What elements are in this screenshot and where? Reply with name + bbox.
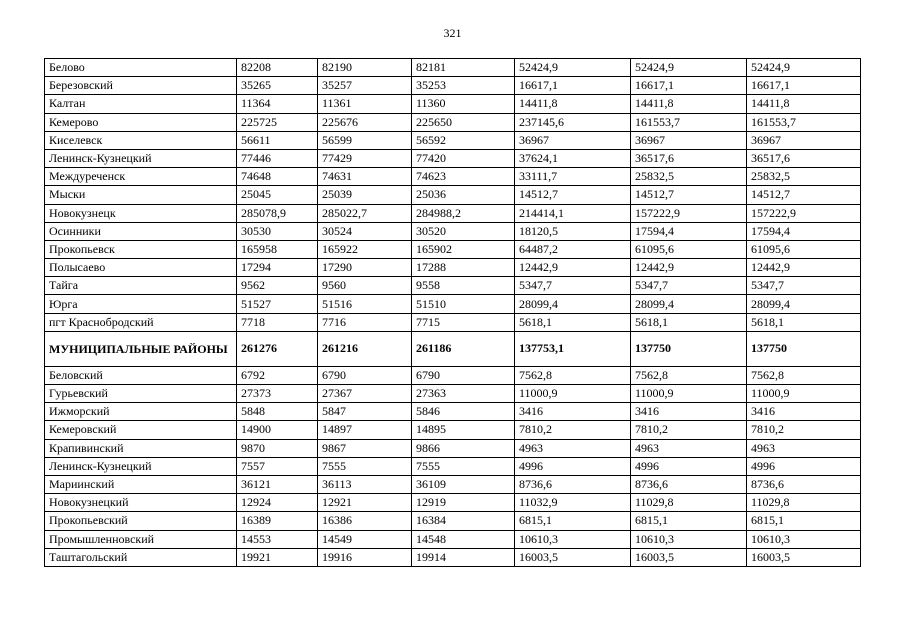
value-cell: 5618,1 <box>747 313 861 331</box>
value-cell: 14411,8 <box>515 95 631 113</box>
table-row <box>45 168 861 186</box>
value-cell: 16384 <box>412 512 515 530</box>
value-cell: 4996 <box>631 457 747 475</box>
value-cell: 16386 <box>318 512 412 530</box>
value-cell: 12921 <box>318 494 412 512</box>
value-cell: 16003,5 <box>515 548 631 566</box>
value-cell: 74648 <box>237 168 318 186</box>
value-cell: 214414,1 <box>515 204 631 222</box>
value-cell: 17288 <box>412 259 515 277</box>
value-cell: 27363 <box>412 385 515 403</box>
value-cell: 4996 <box>515 457 631 475</box>
value-cell: 51527 <box>237 295 318 313</box>
value-cell: 261216 <box>318 331 412 366</box>
value-cell: 7562,8 <box>631 366 747 384</box>
value-cell: 37624,1 <box>515 149 631 167</box>
value-cell: 6792 <box>237 366 318 384</box>
value-cell: 25832,5 <box>631 168 747 186</box>
value-cell: 8736,6 <box>515 475 631 493</box>
row-name-cell: Ленинск-Кузнецкий <box>45 149 237 167</box>
value-cell: 11029,8 <box>631 494 747 512</box>
value-cell: 7718 <box>237 313 318 331</box>
value-cell: 5347,7 <box>747 277 861 295</box>
table-row <box>45 186 861 204</box>
value-cell: 14553 <box>237 530 318 548</box>
value-cell: 36517,6 <box>631 149 747 167</box>
value-cell: 17294 <box>237 259 318 277</box>
value-cell: 10610,3 <box>515 530 631 548</box>
value-cell: 7715 <box>412 313 515 331</box>
table-row <box>45 277 861 295</box>
value-cell: 6815,1 <box>747 512 861 530</box>
value-cell: 3416 <box>747 403 861 421</box>
table-row <box>45 259 861 277</box>
value-cell: 6815,1 <box>515 512 631 530</box>
value-cell: 9866 <box>412 439 515 457</box>
value-cell: 3416 <box>631 403 747 421</box>
row-name-cell: Кемеровский <box>45 421 237 439</box>
value-cell: 225676 <box>318 113 412 131</box>
row-name-cell: Новокузнецк <box>45 204 237 222</box>
value-cell: 6790 <box>412 366 515 384</box>
row-name-cell: Киселевск <box>45 131 237 149</box>
value-cell: 27373 <box>237 385 318 403</box>
table-row <box>45 439 861 457</box>
value-cell: 12442,9 <box>631 259 747 277</box>
value-cell: 30530 <box>237 222 318 240</box>
table-row <box>45 113 861 131</box>
row-name-cell: Березовский <box>45 77 237 95</box>
value-cell: 12924 <box>237 494 318 512</box>
value-cell: 74623 <box>412 168 515 186</box>
value-cell: 17594,4 <box>631 222 747 240</box>
table-row <box>45 494 861 512</box>
value-cell: 165902 <box>412 240 515 258</box>
value-cell: 33111,7 <box>515 168 631 186</box>
table-row <box>45 548 861 566</box>
row-name-cell: Кемерово <box>45 113 237 131</box>
data-table <box>44 58 861 567</box>
value-cell: 7810,2 <box>515 421 631 439</box>
value-cell: 82190 <box>318 59 412 77</box>
table-row <box>45 403 861 421</box>
row-name-cell: Прокопьевск <box>45 240 237 258</box>
value-cell: 11361 <box>318 95 412 113</box>
value-cell: 237145,6 <box>515 113 631 131</box>
row-name-cell: Белово <box>45 59 237 77</box>
value-cell: 77420 <box>412 149 515 167</box>
value-cell: 61095,6 <box>747 240 861 258</box>
value-cell: 14900 <box>237 421 318 439</box>
value-cell: 14897 <box>318 421 412 439</box>
value-cell: 25832,5 <box>747 168 861 186</box>
value-cell: 11000,9 <box>747 385 861 403</box>
value-cell: 285078,9 <box>237 204 318 222</box>
value-cell: 36967 <box>631 131 747 149</box>
value-cell: 6815,1 <box>631 512 747 530</box>
value-cell: 7555 <box>412 457 515 475</box>
value-cell: 19916 <box>318 548 412 566</box>
value-cell: 285022,7 <box>318 204 412 222</box>
group-row <box>45 331 861 366</box>
table-row <box>45 295 861 313</box>
value-cell: 77429 <box>318 149 412 167</box>
value-cell: 14411,8 <box>631 95 747 113</box>
value-cell: 9560 <box>318 277 412 295</box>
value-cell: 4996 <box>747 457 861 475</box>
row-name-cell: Мыски <box>45 186 237 204</box>
table-row <box>45 149 861 167</box>
value-cell: 165958 <box>237 240 318 258</box>
row-name-cell: Гурьевский <box>45 385 237 403</box>
value-cell: 25039 <box>318 186 412 204</box>
value-cell: 161553,7 <box>631 113 747 131</box>
value-cell: 16003,5 <box>747 548 861 566</box>
value-cell: 7562,8 <box>747 366 861 384</box>
row-name-cell: Промышленновский <box>45 530 237 548</box>
value-cell: 17290 <box>318 259 412 277</box>
value-cell: 35257 <box>318 77 412 95</box>
value-cell: 7555 <box>318 457 412 475</box>
row-name-cell: Новокузнецкий <box>45 494 237 512</box>
value-cell: 11000,9 <box>631 385 747 403</box>
value-cell: 284988,2 <box>412 204 515 222</box>
value-cell: 11364 <box>237 95 318 113</box>
value-cell: 5846 <box>412 403 515 421</box>
value-cell: 10610,3 <box>747 530 861 548</box>
value-cell: 157222,9 <box>747 204 861 222</box>
value-cell: 137750 <box>631 331 747 366</box>
value-cell: 5847 <box>318 403 412 421</box>
value-cell: 25045 <box>237 186 318 204</box>
row-name-cell: Мариинский <box>45 475 237 493</box>
value-cell: 8736,6 <box>747 475 861 493</box>
value-cell: 9558 <box>412 277 515 295</box>
value-cell: 12442,9 <box>515 259 631 277</box>
value-cell: 5347,7 <box>515 277 631 295</box>
value-cell: 77446 <box>237 149 318 167</box>
value-cell: 16617,1 <box>747 77 861 95</box>
row-name-cell: МУНИЦИПАЛЬНЫЕ РАЙОНЫ <box>45 331 237 366</box>
table-row <box>45 77 861 95</box>
value-cell: 137750 <box>747 331 861 366</box>
value-cell: 225650 <box>412 113 515 131</box>
value-cell: 36113 <box>318 475 412 493</box>
value-cell: 19921 <box>237 548 318 566</box>
value-cell: 61095,6 <box>631 240 747 258</box>
value-cell: 36121 <box>237 475 318 493</box>
value-cell: 165922 <box>318 240 412 258</box>
value-cell: 30524 <box>318 222 412 240</box>
value-cell: 161553,7 <box>747 113 861 131</box>
value-cell: 4963 <box>631 439 747 457</box>
value-cell: 35265 <box>237 77 318 95</box>
value-cell: 36109 <box>412 475 515 493</box>
table-row <box>45 512 861 530</box>
value-cell: 9870 <box>237 439 318 457</box>
value-cell: 7810,2 <box>631 421 747 439</box>
value-cell: 12919 <box>412 494 515 512</box>
value-cell: 28099,4 <box>747 295 861 313</box>
table-row <box>45 131 861 149</box>
row-name-cell: Ижморский <box>45 403 237 421</box>
value-cell: 28099,4 <box>515 295 631 313</box>
value-cell: 7810,2 <box>747 421 861 439</box>
value-cell: 16003,5 <box>631 548 747 566</box>
table-body <box>45 59 861 567</box>
value-cell: 6790 <box>318 366 412 384</box>
value-cell: 8736,6 <box>631 475 747 493</box>
table-row <box>45 240 861 258</box>
table-row <box>45 457 861 475</box>
value-cell: 9867 <box>318 439 412 457</box>
value-cell: 3416 <box>515 403 631 421</box>
value-cell: 7562,8 <box>515 366 631 384</box>
value-cell: 74631 <box>318 168 412 186</box>
row-name-cell: Крапивинский <box>45 439 237 457</box>
value-cell: 157222,9 <box>631 204 747 222</box>
value-cell: 17594,4 <box>747 222 861 240</box>
value-cell: 56592 <box>412 131 515 149</box>
row-name-cell: Ленинск-Кузнецкий <box>45 457 237 475</box>
row-name-cell: Осинники <box>45 222 237 240</box>
value-cell: 16389 <box>237 512 318 530</box>
table-row <box>45 385 861 403</box>
value-cell: 25036 <box>412 186 515 204</box>
value-cell: 82208 <box>237 59 318 77</box>
value-cell: 5848 <box>237 403 318 421</box>
row-name-cell: Калтан <box>45 95 237 113</box>
table-row <box>45 313 861 331</box>
table-row <box>45 366 861 384</box>
value-cell: 137753,1 <box>515 331 631 366</box>
value-cell: 64487,2 <box>515 240 631 258</box>
row-name-cell: Беловский <box>45 366 237 384</box>
page-number: 321 <box>443 26 462 40</box>
value-cell: 56599 <box>318 131 412 149</box>
value-cell: 18120,5 <box>515 222 631 240</box>
table-row <box>45 530 861 548</box>
value-cell: 261186 <box>412 331 515 366</box>
row-name-cell: Полысаево <box>45 259 237 277</box>
value-cell: 4963 <box>515 439 631 457</box>
table-row <box>45 475 861 493</box>
table-row <box>45 222 861 240</box>
value-cell: 14512,7 <box>747 186 861 204</box>
row-name-cell: Таштагольский <box>45 548 237 566</box>
value-cell: 5347,7 <box>631 277 747 295</box>
value-cell: 12442,9 <box>747 259 861 277</box>
row-name-cell: Прокопьевский <box>45 512 237 530</box>
table-row <box>45 204 861 222</box>
value-cell: 9562 <box>237 277 318 295</box>
value-cell: 82181 <box>412 59 515 77</box>
value-cell: 36967 <box>515 131 631 149</box>
value-cell: 52424,9 <box>747 59 861 77</box>
value-cell: 52424,9 <box>515 59 631 77</box>
row-name-cell: Тайга <box>45 277 237 295</box>
value-cell: 28099,4 <box>631 295 747 313</box>
row-name-cell: пгт Краснобродский <box>45 313 237 331</box>
value-cell: 51510 <box>412 295 515 313</box>
row-name-cell: Междуреченск <box>45 168 237 186</box>
value-cell: 225725 <box>237 113 318 131</box>
value-cell: 14512,7 <box>631 186 747 204</box>
value-cell: 11360 <box>412 95 515 113</box>
value-cell: 51516 <box>318 295 412 313</box>
value-cell: 11029,8 <box>747 494 861 512</box>
value-cell: 7716 <box>318 313 412 331</box>
table-row <box>45 59 861 77</box>
value-cell: 16617,1 <box>515 77 631 95</box>
table-row <box>45 421 861 439</box>
value-cell: 36967 <box>747 131 861 149</box>
value-cell: 30520 <box>412 222 515 240</box>
value-cell: 35253 <box>412 77 515 95</box>
value-cell: 5618,1 <box>515 313 631 331</box>
value-cell: 14549 <box>318 530 412 548</box>
value-cell: 11000,9 <box>515 385 631 403</box>
value-cell: 14548 <box>412 530 515 548</box>
value-cell: 5618,1 <box>631 313 747 331</box>
row-name-cell: Юрга <box>45 295 237 313</box>
value-cell: 14411,8 <box>747 95 861 113</box>
value-cell: 19914 <box>412 548 515 566</box>
table-row <box>45 95 861 113</box>
value-cell: 4963 <box>747 439 861 457</box>
value-cell: 14895 <box>412 421 515 439</box>
value-cell: 14512,7 <box>515 186 631 204</box>
value-cell: 16617,1 <box>631 77 747 95</box>
value-cell: 10610,3 <box>631 530 747 548</box>
value-cell: 36517,6 <box>747 149 861 167</box>
value-cell: 11032,9 <box>515 494 631 512</box>
value-cell: 261276 <box>237 331 318 366</box>
value-cell: 52424,9 <box>631 59 747 77</box>
value-cell: 56611 <box>237 131 318 149</box>
value-cell: 27367 <box>318 385 412 403</box>
value-cell: 7557 <box>237 457 318 475</box>
